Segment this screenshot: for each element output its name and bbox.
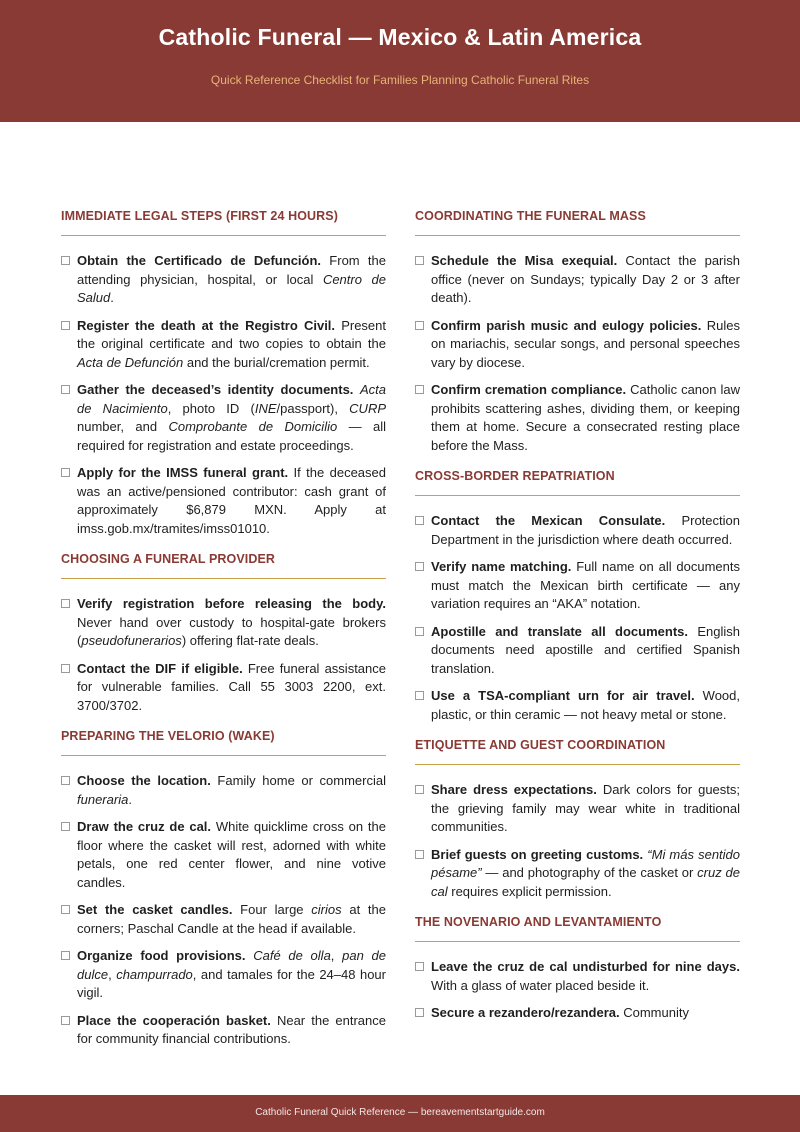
item-text: Community [619, 1005, 689, 1020]
checkbox[interactable] [61, 321, 70, 330]
checkbox[interactable] [415, 256, 424, 265]
item-heading: Choose the location. [77, 773, 211, 788]
checklist-item [415, 687, 740, 724]
checklist-item [415, 381, 740, 455]
right-column [415, 209, 740, 1037]
checklist-item [61, 317, 386, 373]
item-heading: Schedule the Misa exequial. [431, 253, 618, 268]
checklist-item [61, 901, 386, 938]
checklist-item [415, 558, 740, 614]
checklist-item [61, 381, 386, 455]
checkbox[interactable] [61, 599, 70, 608]
checkbox[interactable] [61, 951, 70, 960]
item-text: “Mi más sentido pésame” — and photography of the casket or cruz de cal requires explicit permission. [431, 846, 741, 899]
item-text: Family home or commercial funeraria. [77, 773, 386, 807]
item-text: Near the entrance for community financial contributions. [77, 1012, 386, 1046]
checklist-item [61, 464, 386, 538]
checklist-section [61, 729, 386, 1049]
checklist-item [61, 252, 386, 308]
item-heading: Place the cooperación basket. [77, 1012, 271, 1028]
section-title: THE NOVENARIO AND LEVANTAMIENTO [415, 915, 740, 942]
checkbox[interactable] [61, 905, 70, 914]
section-title: COORDINATING THE FUNERAL MASS [415, 209, 740, 236]
item-heading: Share dress expectations. [431, 782, 597, 797]
item-heading: Apply for the IMSS funeral grant. [77, 465, 289, 480]
section-title: PREPARING THE VELORIO (WAKE) [61, 729, 386, 756]
checklist-item [415, 623, 740, 679]
item-heading: Use a TSA-compliant urn for air travel. [431, 688, 695, 703]
item-heading: Contact the Mexican Consulate. [431, 513, 666, 528]
checkbox[interactable] [61, 776, 70, 785]
checklist-item [415, 958, 740, 995]
checkbox[interactable] [415, 1008, 424, 1017]
item-text: Present the original certificate and two copies to obtain the Acta de Defunción and the burial/cremation permit. [77, 317, 386, 370]
checkbox[interactable] [415, 562, 424, 571]
checkbox[interactable] [415, 962, 424, 971]
section-title: ETIQUETTE AND GUEST COORDINATION [415, 738, 740, 765]
item-heading: Gather the deceased’s identity documents. [77, 382, 354, 397]
item-text: With a glass of water placed beside it. [431, 977, 650, 993]
checklist-item [415, 1004, 740, 1023]
checklist-section [415, 209, 740, 455]
checklist-item [61, 772, 386, 809]
item-text: White quicklime cross on the floor where the casket will rest, adorned with white petals, one red center flower, and nine votive candles. [77, 819, 386, 890]
checklist-section [415, 915, 740, 1023]
checklist-section [415, 469, 740, 724]
page-footer: Catholic Funeral Quick Reference — bereavementstartguide.com [0, 1095, 800, 1132]
item-text: Acta de Nacimiento, photo ID (INE/passport), CURP number, and Comprobante de Domicilio — all required for registration and estate proceedings. [77, 382, 387, 453]
checkbox[interactable] [415, 850, 424, 859]
checkbox[interactable] [61, 1016, 70, 1025]
item-heading: Organize food provisions. [77, 948, 246, 963]
item-text: Protection Department in the jurisdiction where death occurred. [431, 513, 740, 547]
item-text: Wood, plastic, or thin ceramic — not heavy metal or stone. [431, 688, 741, 722]
checkbox[interactable] [415, 516, 424, 525]
item-text: English documents need apostille and certified Spanish translation. [431, 623, 741, 676]
item-heading: Confirm parish music and eulogy policies. [431, 317, 702, 333]
section-title: IMMEDIATE LEGAL STEPS (FIRST 24 HOURS) [61, 209, 386, 236]
item-heading: Verify registration before releasing the body. [77, 596, 386, 611]
checklist-item [415, 512, 740, 549]
checkbox[interactable] [415, 785, 424, 794]
item-text: Four large cirios at the corners; Paschal Candle at the head if available. [77, 902, 387, 936]
page-subtitle: Quick Reference Checklist for Families Planning Catholic Funeral Rites [210, 73, 590, 87]
checkbox[interactable] [415, 691, 424, 700]
item-heading: Confirm cremation compliance. [431, 382, 627, 397]
checklist-item [415, 781, 740, 837]
checkbox[interactable] [61, 468, 70, 477]
item-heading: Brief guests on greeting customs. [431, 846, 644, 862]
checkbox[interactable] [61, 256, 70, 265]
item-text: Café de olla, pan de dulce, champurrado, and tamales for the 24–48 hour vigil. [77, 948, 386, 1000]
item-heading: Apostille and translate all documents. [431, 623, 689, 639]
checklist-item [61, 1012, 386, 1049]
checkbox[interactable] [61, 385, 70, 394]
item-text: From the attending physician, hospital, or local Centro de Salud. [77, 253, 386, 305]
checklist-item [61, 660, 386, 716]
checkbox[interactable] [415, 385, 424, 394]
item-heading: Leave the cruz de cal undisturbed for nine days. [431, 959, 740, 974]
checklist-item [415, 317, 740, 373]
checklist-section [61, 209, 386, 538]
left-column [61, 209, 386, 1063]
checklist-item [415, 846, 740, 902]
item-text: Free funeral assistance for vulnerable families. Call 55 3003 2200, ext. 3700/3702. [77, 660, 386, 713]
checkbox[interactable] [61, 822, 70, 831]
item-heading: Set the casket candles. [77, 902, 233, 917]
item-heading: Obtain the Certificado de Defunción. [77, 253, 322, 268]
item-text: Full name on all documents must match the Mexican birth certificate — any variation requires an “AKA” notation. [431, 559, 740, 611]
checkbox[interactable] [415, 627, 424, 636]
checkbox[interactable] [415, 321, 424, 330]
item-heading: Verify name matching. [431, 559, 572, 574]
item-text: Contact the parish office (never on Sundays; typically Day 2 or 3 after death). [431, 253, 740, 305]
page-title: Catholic Funeral — Mexico & Latin America [158, 24, 642, 50]
item-heading: Secure a rezandero/rezandera. [431, 1005, 620, 1020]
item-text: Rules on mariachis, secular songs, and personal speeches vary by diocese. [431, 317, 740, 370]
item-text: Catholic canon law prohibits scattering ashes, dividing them, or keeping them at home. Secure a consecrated resting place before the Mass. [431, 382, 740, 453]
item-heading: Register the death at the Registro Civil. [77, 317, 336, 333]
checklist-section [415, 738, 740, 901]
checkbox[interactable] [61, 664, 70, 673]
section-title: CHOOSING A FUNERAL PROVIDER [61, 552, 386, 579]
page-header [0, 0, 800, 122]
checklist-item [61, 947, 386, 1003]
checklist-item [61, 818, 386, 892]
checklist-item [61, 595, 386, 651]
item-text: If the deceased was an active/pensioned contributor: cash grant of approximately $6,879 MXN. Apply at imss.gob.mx/tramites/imss01010. [77, 465, 386, 536]
item-heading: Draw the cruz de cal. [77, 819, 212, 834]
section-title: CROSS-BORDER REPATRIATION [415, 469, 740, 496]
checklist-item [415, 252, 740, 308]
item-text: Dark colors for guests; the grieving family may wear white in traditional communities. [431, 782, 740, 834]
item-text: Never hand over custody to hospital-gate brokers (pseudofunerarios) offering flat-rate deals. [77, 614, 386, 648]
checklist-section [61, 552, 386, 715]
item-heading: Contact the DIF if eligible. [77, 660, 243, 676]
